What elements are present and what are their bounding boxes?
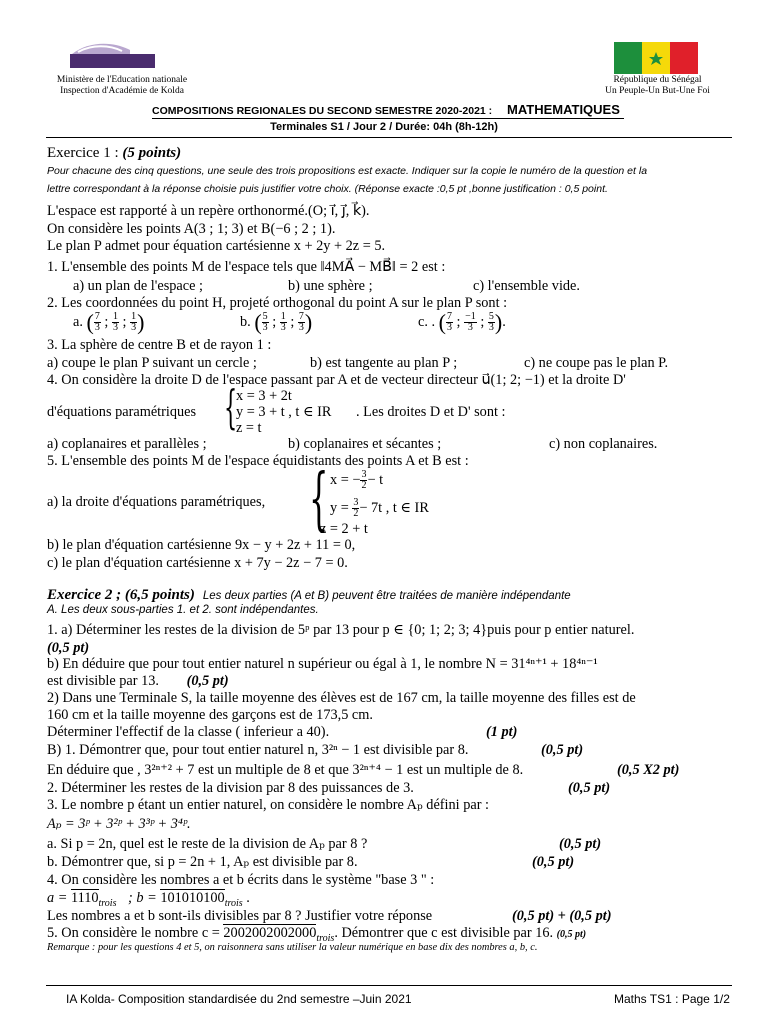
header-divider bbox=[46, 137, 732, 138]
ex1-q3-option-a: a) coupe le plan P suivant un cercle ; bbox=[47, 355, 257, 371]
ex1-q4-option-a: a) coplanaires et parallèles ; bbox=[47, 436, 207, 452]
ex1-line-points: On considère les points A(3 ; 1; 3) et B(−6 ; 2 ; 1). bbox=[47, 221, 336, 237]
ex2-question-1b: b) En déduire que pour tout entier naturel n supérieur ou égal à 1, le nombre N = 31⁴ⁿ⁺¹ + 18⁴ⁿ⁻¹ bbox=[47, 656, 598, 672]
ex1-q2-option-b: b. ( $\frac{5}{3}$ ; $\frac{1}{3}$ ; $\frac{7}{3}$ ) bbox=[240, 309, 313, 335]
exam-subject: MATHEMATIQUES bbox=[507, 102, 620, 117]
ex1-question-3: 3. La sphère de centre B et de rayon 1 : bbox=[47, 337, 272, 353]
ex2-q1a-points: (0,5 pt) bbox=[47, 640, 90, 656]
exercise-1-instructions-2: lettre correspondant à la réponse choisie puis justifier votre choix. (Réponse exacte :0,5 pt ,bonne justification : 0,5 point. bbox=[47, 183, 608, 195]
ex1-q1-option-b: b) une sphère ; bbox=[288, 278, 373, 294]
ex2-b3b-points: (0,5 pt) bbox=[532, 854, 575, 870]
ex2-b1b-points: (0,5 X2 pt) bbox=[617, 762, 680, 778]
ex1-q2-option-a: a. ( $\frac{7}{3}$ ; $\frac{1}{3}$ ; $\frac{1}{3}$ ) bbox=[73, 309, 145, 335]
ex1-q1-option-c: c) l'ensemble vide. bbox=[473, 278, 580, 294]
footer-divider bbox=[46, 985, 732, 986]
ex1-question-1: 1. L'ensemble des points M de l'espace tels que ‖4MA⃗ − MB⃗‖ = 2 est : bbox=[47, 259, 446, 275]
academy-name: Inspection d'Académie de Kolda bbox=[60, 86, 184, 96]
footer-left-text: IA Kolda- Composition standardisée du 2nd semestre –Juin 2021 bbox=[66, 992, 412, 1006]
ex2-question-2: 2) Dans une Terminale S, la taille moyenne des élèves est de 167 cm, la taille moyenne des filles est de bbox=[47, 690, 636, 706]
ex1-q5-option-c: c) le plan d'équation cartésienne x + 7y − 2z − 7 = 0. bbox=[47, 555, 348, 571]
senegal-flag-icon bbox=[614, 42, 698, 74]
ex1-q4-system-question: . Les droites D et D' sont : bbox=[356, 404, 506, 420]
ex1-q4-system-y: y = 3 + t , t ∈ IR bbox=[236, 404, 332, 420]
ex2-part-b-question-3: 3. Le nombre p étant un entier naturel, on considère le nombre Aₚ défini par : bbox=[47, 797, 490, 813]
ex2-question-1a: 1. a) Déterminer les restes de la division de 5ᵖ par 13 pour p ∈ {0; 1; 2; 3; 4}puis pour p entier naturel. bbox=[47, 622, 635, 638]
ex2-b4-points: (0,5 pt) + (0,5 pt) bbox=[512, 908, 612, 924]
ex2-b3-question-b: b. Démontrer que, si p = 2n + 1, Aₚ est divisible par 8. bbox=[47, 854, 358, 870]
ex1-q5-system-y: y = $\frac{3}{2}$ − 7t , t ∈ IR bbox=[330, 497, 429, 519]
ministry-name: Ministère de l'Education nationale bbox=[56, 75, 188, 85]
republic-name: République du Sénégal bbox=[613, 75, 702, 85]
ex1-question-5: 5. L'ensemble des points M de l'espace équidistants des points A et B est : bbox=[47, 453, 469, 469]
ex2-question-1b-line2: est divisible par 13. (0,5 pt) bbox=[47, 673, 229, 689]
ex2-question-2-line2: 160 cm et la taille moyenne des garçons est de 173,5 cm. bbox=[47, 707, 373, 723]
ex2-part-a-note: A. Les deux sous-parties 1. et 2. sont indépendantes. bbox=[47, 604, 319, 616]
ex2-part-b-question-4: 4. On considère les nombres a et b écrits dans le système "base 3 " : bbox=[47, 872, 435, 888]
exercise-1-instructions-1: Pour chacune des cinq questions, une seule des trois propositions est exacte. Indiquer sur la copie le numéro de la question et la bbox=[47, 165, 648, 177]
ex2-part-b-question-1: B) 1. Démontrer que, pour tout entier naturel n, 3²ⁿ − 1 est divisible par 8. bbox=[47, 742, 469, 758]
ex2-part-b-question-2: 2. Déterminer les restes de la division par 8 des puissances de 3. bbox=[47, 780, 414, 796]
ex2-b3-question-a: a. Si p = 2n, quel est le reste de la division de Aₚ par 8 ? bbox=[47, 836, 368, 852]
ex1-q4-option-b: b) coplanaires et sécantes ; bbox=[288, 436, 442, 452]
ex1-q2-option-c: c. . ( $\frac{7}{3}$ ; $\frac{-1}{3}$ ; $\frac{5}{3}$ ). bbox=[418, 309, 506, 335]
ex1-q4-option-c: c) non coplanaires. bbox=[549, 436, 658, 452]
ex1-question-2: 2. Les coordonnées du point H, projeté orthogonal du point A sur le plan P sont : bbox=[47, 295, 508, 311]
title-underline bbox=[152, 118, 624, 119]
ex2-part-b-question-5: 5. On considère le nombre $c = 2002002002000_{trois}$. Démontrer que c est divisible par 16. (0,5 pt) bbox=[47, 925, 587, 944]
ex1-q4-system-x: x = 3 + 2t bbox=[236, 388, 292, 404]
ex1-q3-option-b: b) est tangente au plan P ; bbox=[310, 355, 458, 371]
ex2-part-b-question-1b: En déduire que , 3²ⁿ⁺² + 7 est un multiple de 8 et que 3²ⁿ⁺⁴ − 1 est un multiple de 8. bbox=[47, 762, 524, 778]
ex1-q3-option-c: c) ne coupe pas le plan P. bbox=[524, 355, 669, 371]
ex2-question-2-line3: Déterminer l'effectif de la classe ( inferieur a 40). bbox=[47, 724, 330, 740]
footer-page-info: Maths TS1 : Page 1/2 bbox=[614, 992, 730, 1006]
exercise-1-title: Exercice 1 : (5 points) bbox=[47, 145, 182, 161]
exam-title: COMPOSITIONS REGIONALES DU SECOND SEMESTRE 2020-2021 : bbox=[152, 105, 493, 117]
ex2-b4-question: Les nombres a et b sont-ils divisibles par 8 ? Justifier votre réponse bbox=[47, 908, 433, 924]
ex2-remark: Remarque : pour les questions 4 et 5, on raisonnera sans utiliser la valeur numérique en base dix des nombres a, b, c. bbox=[47, 942, 538, 953]
ex1-question-4: 4. On considère la droite D de l'espace passant par A et de vecteur directeur u⃗(1; 2; −1) et la droite D' bbox=[47, 372, 626, 388]
left-brace-icon: { bbox=[224, 380, 238, 434]
ex2-b3-equation: Aₚ = 3ᵖ + 3²ᵖ + 3³ᵖ + 3⁴ᵖ. bbox=[47, 816, 191, 832]
ex2-b4-numbers: $a = 1110_{trois}$ ; $b = 101010100_{trois}$ . bbox=[47, 890, 250, 909]
ex1-q5-option-b: b) le plan d'équation cartésienne 9x − y + 2z + 11 = 0, bbox=[47, 537, 356, 553]
ex1-q5-system-x: x = − $\frac{3}{2}$ − t bbox=[330, 469, 384, 491]
ex2-q2-points: (1 pt) bbox=[486, 724, 518, 740]
ex1-q5-option-a: a) la droite d'équations paramétriques, bbox=[47, 494, 266, 510]
ex1-q1-option-a: a) un plan de l'espace ; bbox=[73, 278, 203, 294]
ex2-b3a-points: (0,5 pt) bbox=[559, 836, 602, 852]
ex1-line-frame: L'espace est rapporté à un repère orthonormé.(O; i⃗, j⃗, k⃗). bbox=[47, 203, 370, 219]
ex1-q5-system-z: z = 2 + t bbox=[320, 521, 368, 537]
exam-subtitle: Terminales S1 / Jour 2 / Durée: 04h (8h-12h) bbox=[270, 121, 498, 133]
academy-logo bbox=[70, 40, 155, 76]
ex1-q4-system-label: d'équations paramétriques bbox=[47, 404, 197, 420]
ex1-q4-system-z: z = t bbox=[236, 420, 262, 436]
exercise-2-heading: Exercice 2 ; (6,5 points) Les deux parties (A et B) peuvent être traitées de manière indépendante bbox=[47, 587, 571, 603]
left-brace-icon: { bbox=[309, 460, 329, 539]
ex2-b1-points: (0,5 pt) bbox=[541, 742, 584, 758]
ex1-line-plane: Le plan P admet pour équation cartésienne x + 2y + 2z = 5. bbox=[47, 238, 386, 254]
motto: Un Peuple-Un But-Une Foi bbox=[605, 86, 710, 96]
ex2-b2-points: (0,5 pt) bbox=[568, 780, 611, 796]
